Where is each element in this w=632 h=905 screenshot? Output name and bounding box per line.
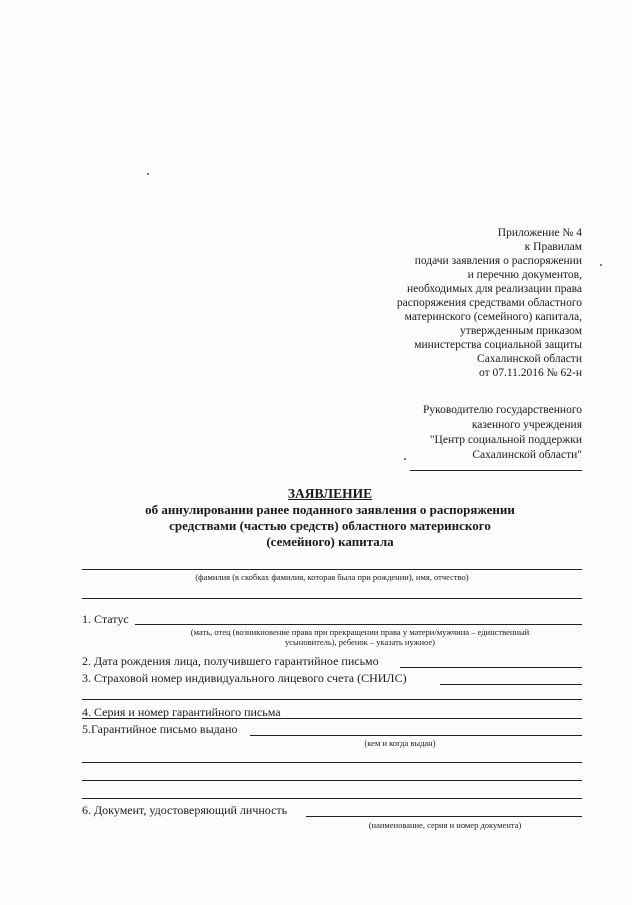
appendix-line: материнского (семейного) капитала, xyxy=(404,311,582,323)
addressee-block xyxy=(342,403,582,463)
appendix-line: подачи заявления о распоряжении xyxy=(414,255,582,267)
status-note-2: усыновитель), ребенок – указать нужное) xyxy=(285,637,435,647)
appendix-line: распоряжения средствами областного xyxy=(396,297,582,309)
scan-speck xyxy=(404,458,406,460)
identity-doc-label: 6. Документ, удостоверяющий личность xyxy=(82,803,288,817)
appendix-line: от 07.11.2016 № 62-н xyxy=(478,367,582,379)
issued-line[interactable] xyxy=(250,735,582,736)
appendix-line: к Правилам xyxy=(524,241,582,253)
title-line: (семейного) капитала xyxy=(266,534,394,549)
title-line: средствами (частью средств) областного материнского xyxy=(169,518,491,533)
appendix-line: необходимых для реализации права xyxy=(406,283,582,295)
issued-line-3[interactable] xyxy=(82,780,582,781)
fio-note: (фамилия (в скобках фамилия, которая была при рождении), имя, отчество) xyxy=(195,572,469,582)
appendix-line: утвержденным приказом xyxy=(460,325,582,337)
identity-doc-note: (наименование, серия и номер документа) xyxy=(368,820,522,830)
appendix-block xyxy=(322,226,582,380)
birth-date-line[interactable] xyxy=(400,667,582,668)
birth-date-label: 2. Дата рождения лица, получившего гарантийное письмо xyxy=(82,654,379,668)
fio-line-2[interactable] xyxy=(82,598,582,599)
addressee-line: Руководителю государственного xyxy=(423,404,582,416)
addressee-signature-line[interactable] xyxy=(410,470,582,471)
issued-line-2[interactable] xyxy=(82,762,582,763)
series-number-label: 4. Серия и номер гарантийного письма xyxy=(82,705,281,719)
snils-line-2[interactable] xyxy=(82,699,582,700)
title-line: об аннулировании ранее поданного заявления о распоряжении xyxy=(145,502,515,517)
status-note-1: (мать, отец (возникновение права при прекращении права у матери/мужчина – единственный xyxy=(190,627,530,637)
snils-line[interactable] xyxy=(440,684,582,685)
issued-line-4[interactable] xyxy=(82,798,582,799)
appendix-line: Сахалинской области xyxy=(477,353,582,365)
addressee-line: казенного учреждения xyxy=(471,419,582,431)
scan-speck xyxy=(600,264,602,266)
appendix-line: и перечню документов, xyxy=(467,269,582,281)
title-main: ЗАЯВЛЕНИЕ xyxy=(287,486,373,501)
snils-label: 3. Страховой номер индивидуального лицевого счета (СНИЛС) xyxy=(82,671,407,685)
issued-label: 5.Гарантийное письмо выдано xyxy=(82,722,238,736)
addressee-line: "Центр социальной поддержки xyxy=(429,434,582,446)
appendix-line: министерства социальной защиты xyxy=(414,339,582,351)
document-title xyxy=(80,486,580,550)
status-label: 1. Статус xyxy=(82,612,129,626)
addressee-line: Сахалинской области" xyxy=(472,449,582,461)
appendix-line: Приложение № 4 xyxy=(497,227,582,239)
series-number-line[interactable] xyxy=(82,718,582,719)
issued-note: (кем и когда выдан) xyxy=(364,738,436,748)
fio-line[interactable] xyxy=(82,569,582,570)
scan-speck xyxy=(147,173,149,175)
identity-doc-line[interactable] xyxy=(306,816,582,817)
status-line[interactable] xyxy=(135,624,582,625)
